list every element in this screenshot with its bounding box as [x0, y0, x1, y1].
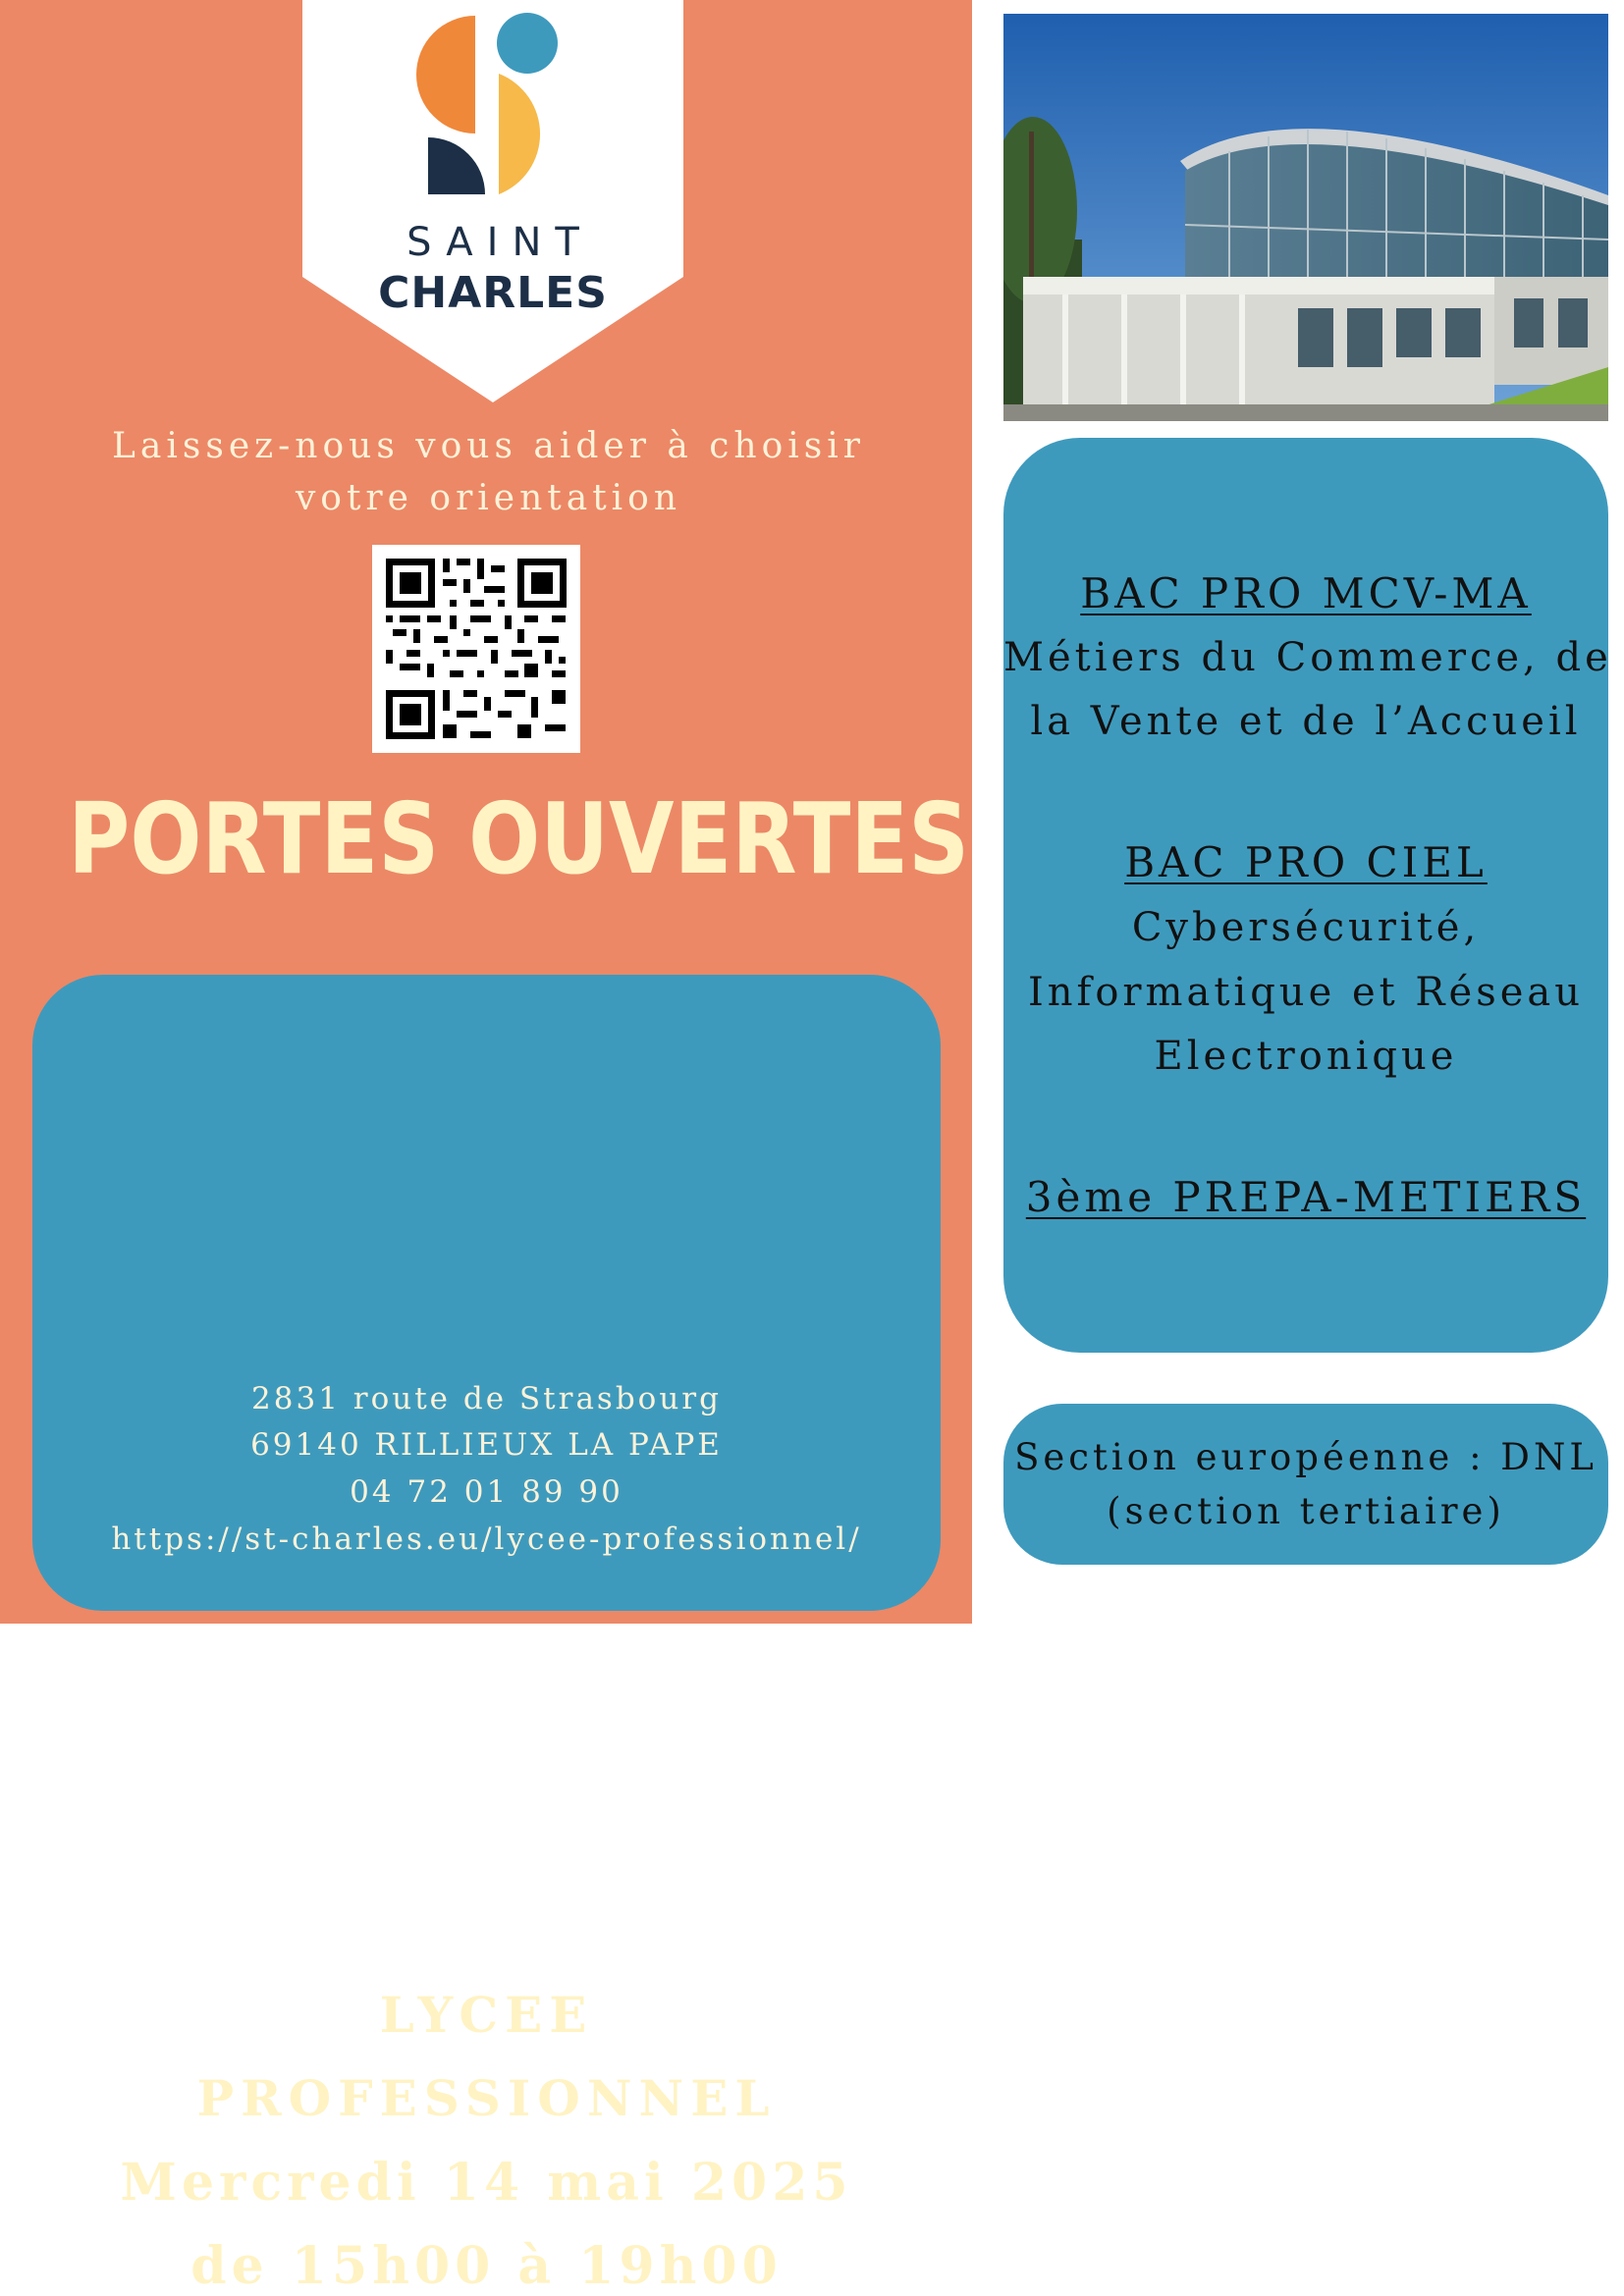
program-desc-line: Electronique	[1154, 1034, 1458, 1079]
address-city: 69140 RILLIEUX LA PAPE	[250, 1427, 723, 1463]
school-building-photo	[1003, 14, 1608, 421]
address-street: 2831 route de Strasbourg	[251, 1381, 722, 1416]
address-block	[32, 0, 970, 1624]
european-section-box	[1003, 1404, 1608, 1565]
event-date: Mercredi 14 mai 2025	[120, 2153, 853, 2213]
headline-portes-ouvertes: PORTES OUVERTES	[68, 781, 970, 896]
tagline-line-2: votre orientation	[295, 478, 682, 518]
program-title-prepa-metiers: 3ème PREPA-METIERS	[1025, 1173, 1587, 1221]
program-title-ciel: BAC PRO CIEL	[1124, 838, 1488, 886]
event-line-professionnel: PROFESSIONNEL	[196, 2069, 777, 2127]
event-time: de 15h00 à 19h00	[190, 2236, 783, 2296]
european-section-line-1: Section européenne : DNL	[1014, 1436, 1597, 1478]
logo-saint-text: SAINT	[406, 220, 593, 265]
program-desc-line: Informatique et Réseau	[1027, 970, 1585, 1015]
european-section-line-2: (section tertiaire)	[1107, 1490, 1505, 1532]
event-line-lycee: LYCEE	[379, 1986, 594, 2044]
program-desc-line: la Vente et de l’Accueil	[1030, 699, 1582, 744]
address-phone[interactable]: 04 72 01 89 90	[350, 1474, 623, 1510]
logo-charles-text: CHARLES	[378, 268, 608, 318]
program-desc-line: Métiers du Commerce, de	[1003, 635, 1612, 680]
program-desc-line: Cybersécurité,	[1131, 905, 1481, 950]
address-url-link[interactable]: https://st-charles.eu/lycee-professionnel/	[111, 1522, 862, 1557]
program-title-mcv-ma: BAC PRO MCV-MA	[1080, 569, 1532, 617]
tagline-line-1: Laissez-nous vous aider à choisir	[112, 426, 865, 466]
